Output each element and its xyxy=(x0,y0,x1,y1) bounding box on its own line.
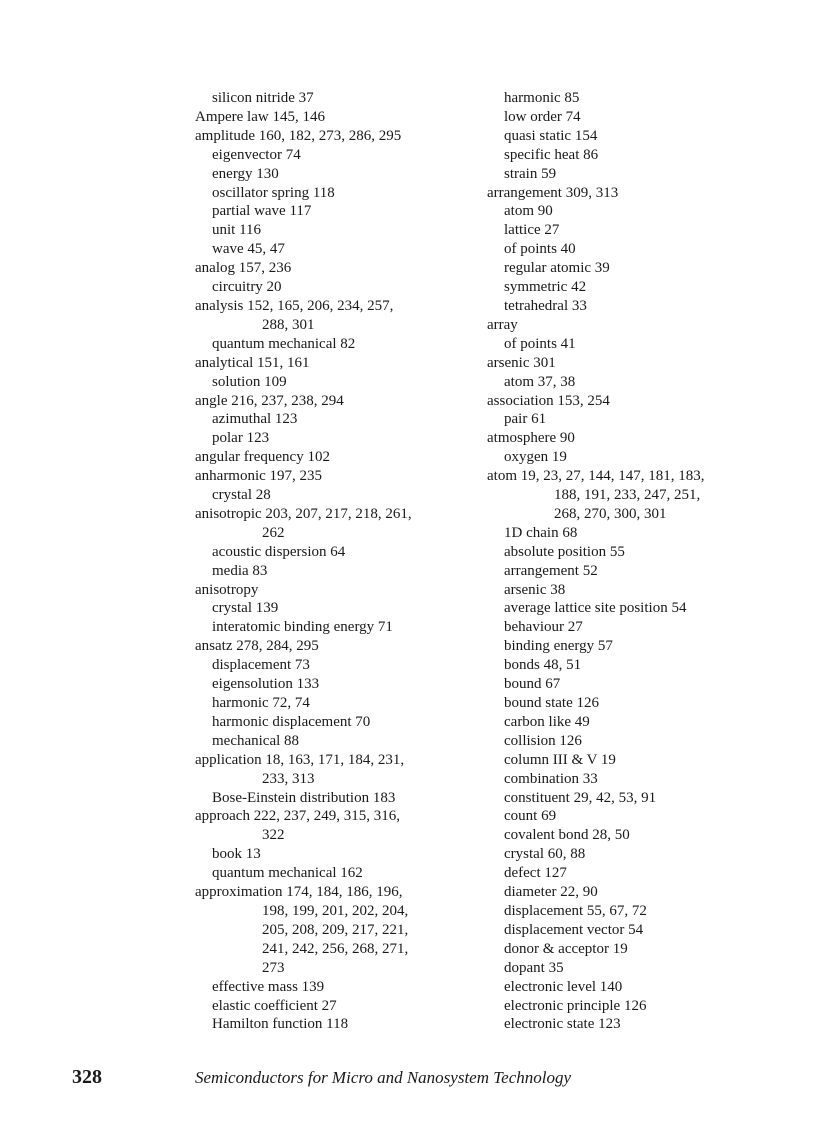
index-subentry: covalent bond 28, 50 xyxy=(504,827,630,844)
index-subentry: of points 41 xyxy=(504,335,576,352)
index-subentry: Bose-Einstein distribution 183 xyxy=(212,789,396,806)
index-entry: association 153, 254 xyxy=(487,392,610,409)
index-subentry: acoustic dispersion 64 xyxy=(212,543,346,560)
index-subentry: bonds 48, 51 xyxy=(504,657,582,674)
index-subentry: arrangement 52 xyxy=(504,562,598,579)
index-subentry: defect 127 xyxy=(504,865,567,882)
index-subentry: book 13 xyxy=(212,846,261,863)
index-subentry: atom 37, 38 xyxy=(504,373,576,390)
index-subentry: dopant 35 xyxy=(504,959,564,976)
index-subentry: circuitry 20 xyxy=(212,279,282,296)
index-entry: angular frequency 102 xyxy=(195,449,330,466)
index-subentry: of points 40 xyxy=(504,241,576,258)
index-entry: anisotropy xyxy=(195,581,259,598)
index-column-left xyxy=(195,89,470,1034)
index-entry-continuation: 241, 242, 256, 268, 271, xyxy=(262,940,409,957)
index-subentry: carbon like 49 xyxy=(504,713,590,730)
index-entry: arsenic 301 xyxy=(487,354,556,371)
index-subentry: displacement vector 54 xyxy=(504,921,644,938)
index-entry: anisotropic 203, 207, 217, 218, 261, xyxy=(195,505,412,522)
index-subentry: quantum mechanical 82 xyxy=(212,335,356,352)
index-subentry: donor & acceptor 19 xyxy=(504,940,628,957)
index-entry: anharmonic 197, 235 xyxy=(195,468,323,485)
index-subentry: constituent 29, 42, 53, 91 xyxy=(504,789,657,806)
index-entry-continuation: 188, 191, 233, 247, 251, xyxy=(554,487,701,504)
index-subentry: absolute position 55 xyxy=(504,543,625,560)
index-subentry: column III & V 19 xyxy=(504,751,616,768)
index-subentry: arsenic 38 xyxy=(504,581,566,598)
index-subentry: harmonic displacement 70 xyxy=(212,713,371,730)
index-entry-continuation: 268, 270, 300, 301 xyxy=(554,505,667,522)
index-subentry: harmonic 85 xyxy=(504,90,580,106)
index-subentry: wave 45, 47 xyxy=(212,241,285,258)
index-subentry: low order 74 xyxy=(504,108,581,125)
index-subentry: bound 67 xyxy=(504,676,561,693)
index-subentry: quasi static 154 xyxy=(504,127,598,144)
index-subentry: regular atomic 39 xyxy=(504,260,610,277)
index-subentry: count 69 xyxy=(504,808,557,825)
index-column-right xyxy=(487,89,787,1034)
index-subentry: eigensolution 133 xyxy=(212,676,320,693)
index-subentry: combination 33 xyxy=(504,770,598,787)
index-subentry: effective mass 139 xyxy=(212,978,325,995)
index-subentry: harmonic 72, 74 xyxy=(212,695,310,711)
index-entry-continuation: 205, 208, 209, 217, 221, xyxy=(262,921,409,938)
index-entry: array xyxy=(487,316,518,333)
index-entry-continuation: 273 xyxy=(262,959,285,976)
index-entry: analysis 152, 165, 206, 234, 257, xyxy=(195,297,394,314)
index-subentry: bound state 126 xyxy=(504,695,599,711)
index-entry-continuation: 288, 301 xyxy=(262,316,315,333)
index-subentry: lattice 27 xyxy=(504,222,560,239)
index-entry: amplitude 160, 182, 273, 286, 295 xyxy=(195,127,402,144)
index-subentry: strain 59 xyxy=(504,165,557,182)
index-subentry: elastic coefficient 27 xyxy=(212,997,337,1014)
index-entry: analytical 151, 161 xyxy=(195,354,310,371)
index-entry-continuation: 262 xyxy=(262,524,285,541)
index-subentry: eigenvector 74 xyxy=(212,146,301,163)
index-entry-continuation: 233, 313 xyxy=(262,770,315,787)
index-subentry: crystal 60, 88 xyxy=(504,846,586,863)
index-subentry: crystal 139 xyxy=(212,600,279,617)
index-subentry: pair 61 xyxy=(504,411,547,428)
index-subentry: electronic level 140 xyxy=(504,978,623,995)
index-subentry: Hamilton function 118 xyxy=(212,1016,349,1033)
index-subentry: behaviour 27 xyxy=(504,619,583,636)
index-subentry: partial wave 117 xyxy=(212,203,312,220)
index-subentry: displacement 55, 67, 72 xyxy=(504,902,647,919)
index-subentry: specific heat 86 xyxy=(504,146,599,163)
index-subentry: symmetric 42 xyxy=(504,279,587,296)
index-entry: analog 157, 236 xyxy=(195,260,292,277)
index-entry: atom 19, 23, 27, 144, 147, 181, 183, xyxy=(487,468,705,485)
index-entry: Ampere law 145, 146 xyxy=(195,108,325,125)
index-entry-continuation: 198, 199, 201, 202, 204, xyxy=(262,902,409,919)
index-subentry: electronic principle 126 xyxy=(504,997,647,1014)
index-subentry: tetrahedral 33 xyxy=(504,297,587,314)
index-subentry: quantum mechanical 162 xyxy=(212,865,363,882)
index-subentry: binding energy 57 xyxy=(504,638,613,655)
index-subentry: unit 116 xyxy=(212,222,262,239)
index-entry: approach 222, 237, 249, 315, 316, xyxy=(195,808,400,825)
index-subentry: interatomic binding energy 71 xyxy=(212,619,393,636)
index-subentry: azimuthal 123 xyxy=(212,411,298,428)
page-number: 328 xyxy=(72,1066,102,1088)
running-footer-title: Semiconductors for Micro and Nanosystem Technology xyxy=(195,1068,572,1087)
index-entry: angle 216, 237, 238, 294 xyxy=(195,392,344,409)
index-subentry: oscillator spring 118 xyxy=(212,184,335,201)
index-entry: application 18, 163, 171, 184, 231, xyxy=(195,751,405,768)
index-subentry: silicon nitride 37 xyxy=(212,90,314,106)
index-entry-continuation: 322 xyxy=(262,827,285,844)
index-subentry: diameter 22, 90 xyxy=(504,884,598,901)
index-subentry: media 83 xyxy=(212,562,268,579)
index-entry: arrangement 309, 313 xyxy=(487,184,619,201)
index-subentry: solution 109 xyxy=(212,373,287,390)
index-subentry: energy 130 xyxy=(212,165,279,182)
index-subentry: crystal 28 xyxy=(212,487,271,504)
index-subentry: electronic state 123 xyxy=(504,1016,621,1033)
index-subentry: mechanical 88 xyxy=(212,732,300,749)
index-entry: atmosphere 90 xyxy=(487,430,575,447)
index-subentry: collision 126 xyxy=(504,732,582,749)
index-subentry: oxygen 19 xyxy=(504,449,567,466)
index-subentry: displacement 73 xyxy=(212,657,310,674)
index-subentry: average lattice site position 54 xyxy=(504,600,687,617)
index-entry: approximation 174, 184, 186, 196, xyxy=(195,884,403,901)
index-subentry: 1D chain 68 xyxy=(504,524,578,541)
index-entry: ansatz 278, 284, 295 xyxy=(195,638,319,655)
index-subentry: polar 123 xyxy=(212,430,270,447)
index-subentry: atom 90 xyxy=(504,203,553,220)
